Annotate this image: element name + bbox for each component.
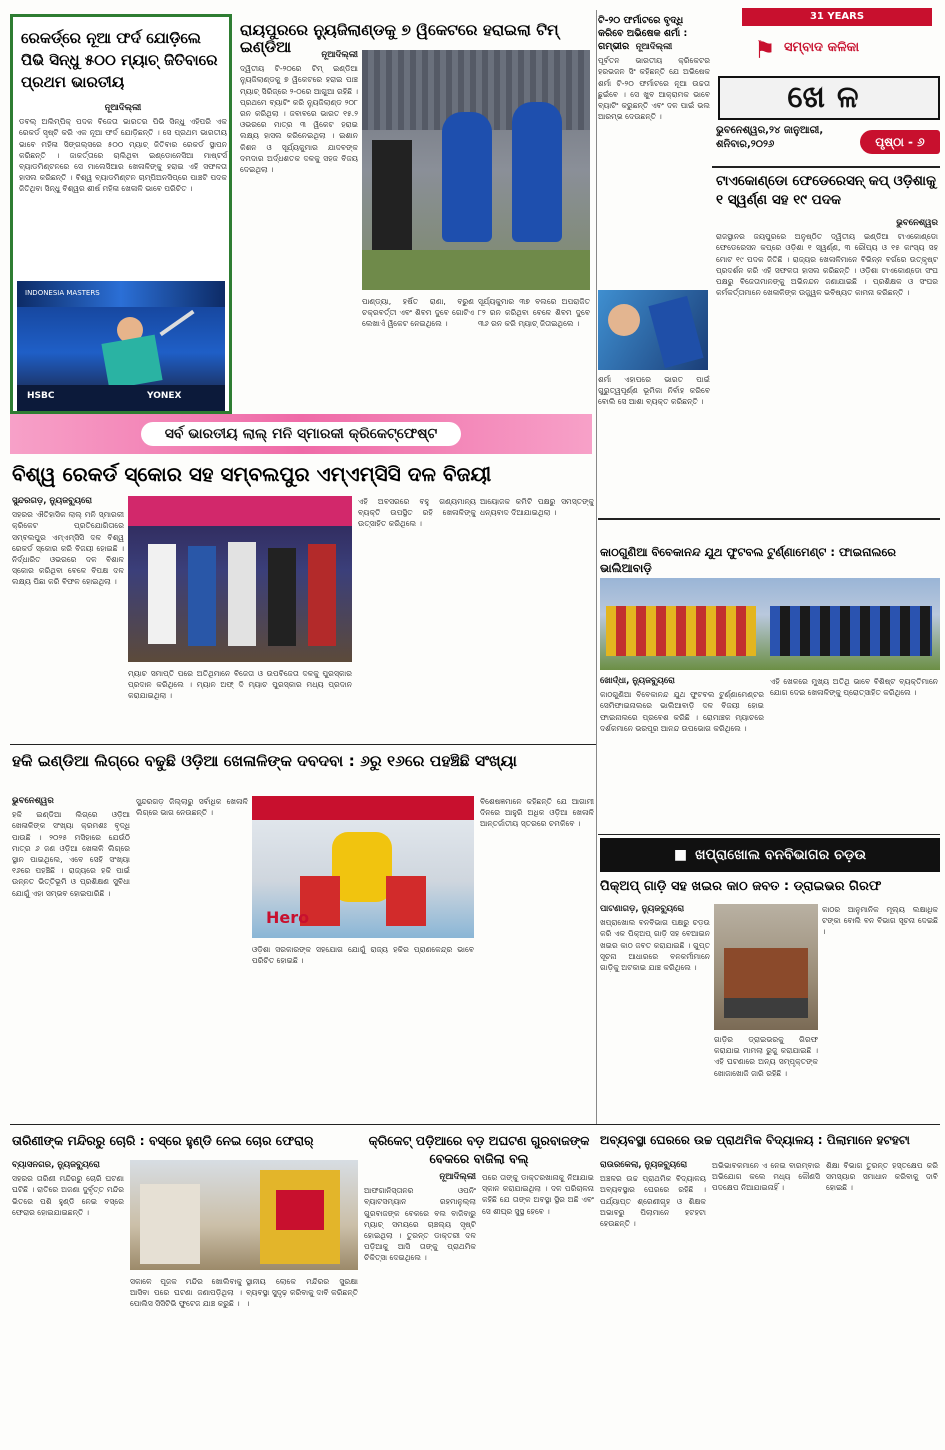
photo-hockey: Hero — [252, 796, 474, 938]
photo-sambalpur — [128, 496, 352, 662]
body-forest-mid: ଗାଡ଼ିର ଡ୍ରାଇଭରକୁ ଗିରଫ କରାଯାଇ ମାମଲା ରୁଜୁ କରାଯାଇଛି । ଏହି ଘଟଣାରେ ଅନ୍ୟ ସମ୍ପୃକ୍ତଙ୍କ ଖୋଜାଖୋଜି ଜାରି ରହିଛି । — [714, 1035, 818, 1078]
years-ribbon: 31 YEARS — [742, 8, 932, 26]
headline-sindhu: ରେକର୍ଡ୍ରେ ନୂଆ ଫର୍ଦ ଯୋଡ଼ିଲେ ପିଭି ସିନ୍ଧୁ ୫୦୦ ମ୍ୟାଚ୍ ଜିତିବାରେ ପ୍ରଥମ ଭାରତୀୟ — [21, 29, 218, 91]
body-t20-bottom: ଶର୍ମା ଏହାପରେ ଭାରତ ପାଇଁ ଗୁରୁତ୍ୱପୂର୍ଣ୍ଣ ଭୂମିକା ନିର୍ବାହ କରିବେ ବୋଲି ସେ ଆଶା ବ୍ୟକ୍ତ କରିଛନ୍ତି । — [598, 375, 710, 407]
headline-temple: ତାରିଣୀଙ୍କ ମନ୍ଦିରରୁ ଚୋରି : ବସ୍ରେ ହୁଣ୍ଡି ନେଇ ଚୋର ଫେରାର୍ — [12, 1133, 314, 1148]
body-t20: ନୂଆଦିଲ୍ଲୀ ପୂର୍ବତନ ଭାରତୀୟ କ୍ରିକେଟର ହରଭଜନ ସିଂ କହିଛନ୍ତି ଯେ ଅଭିଷେକ ଶର୍ମା ଟି-୨୦ ଫର୍ମାଟରେ ନୂଆ ଉଚ୍ଚତା ଛୁଇଁବେ । ସେ ଖୁବ ଆକ୍ରାମକ ଭାବେ ବ୍ୟାଟିଂ କରୁଛନ୍ତି ଏବଂ ଦଳ ପାଇଁ ଭଲ ଆରମ୍ଭ ଦେଉଛନ୍ତି । — [598, 42, 710, 122]
body-sambalpur-right: ଏହି ଅବସରରେ ବହୁ ଗଣ୍ୟମାନ୍ୟ ବ୍ୟକ୍ତି ଉପସ୍ଥିତ ରହି ଖେଳାଳିଙ୍କୁ ଉତ୍ସାହିତ କରିଥିଲେ । — [358, 497, 476, 529]
body-taekwondo: ଭୁବନେଶ୍ୱର ରାଜସ୍ଥାନର ଜୟପୁରରେ ଅନୁଷ୍ଠିତ ଦ୍ୱିତୀୟ ଇଣ୍ଡିଆ ଟାଏକୋଣ୍ଡୋ ଫେଡେରେସନ କପ୍ରେ ଓଡ଼ିଶା ୧ ସ୍ୱର୍ଣ୍ଣ, ୩ ରୌପ୍ୟ ଓ ୧୫ କାଂସ୍ୟ ସହ ମୋଟ ୧୯ ପଦକ ଜିତିଛି । ରାଜ୍ୟର ଖେଳାଳିମାନେ ବିଭିନ୍ନ ବର୍ଗରେ ଉତ୍କୃଷ୍ଟ ପ୍ରଦର୍ଶନ କରି ଏହି ସଫଳତା ହାସଲ କରିଛନ୍ତି । ଓଡ଼ିଶା ଟାଏକୋଣ୍ଡୋ ସଂଘ ପକ୍ଷରୁ ବିଜେତାମାନଙ୍କୁ ଅଭିନନ୍ଦନ ଜଣାଯାଇଛି । ପ୍ରଶିକ୍ଷକ ଓ ସଂଘର କର୍ମକର୍ତ୍ତାମାନେ ଖେଳାଳିଙ୍କ ଉଜ୍ଜ୍ୱଳ ଭବିଷ୍ୟତ କାମନା କରିଛନ୍ତି । — [716, 218, 938, 298]
player-2 — [512, 102, 562, 242]
body-school-mid: ଅଭିଭାବକମାନେ ଏ ନେଇ ବାରମ୍ବାର ଅଭିଯୋଗ କଲେ ମଧ୍ୟ କୌଣସି ପଦକ୍ଷେପ ନିଆଯାଇନାହିଁ । — [712, 1161, 820, 1193]
headline-taekwondo: ଟାଏକୋଣ୍ଡୋ ଫେଡେରେସନ୍ କପ୍ ଓଡ଼ିଶାକୁ ୧ ସ୍ୱର୍ଣ୍ଣ ସହ ୧୯ ପଦକ — [716, 173, 936, 208]
sports-icon: ■ — [673, 847, 688, 863]
headline-gurbaz: କ୍ରିକେଟ୍ ପଡ଼ିଆରେ ବଡ଼ ଅଘଟଣ ଗୁରବାଜଙ୍କ ବେକରେ ବାଜିଲା ବଲ୍ — [368, 1133, 590, 1166]
headline-t20: ଟି-୨୦ ଫର୍ମାଟରେ ବୃଦ୍ଧି କରିବେ ଅଭିଷେକ ଶର୍ମା : ଗମ୍ଭୀର — [598, 15, 688, 52]
body-raipur-left: ନୂଆଦିଲ୍ଲୀ ଦ୍ୱିତୀୟ ଟି-୨୦ରେ ଟିମ୍ ଇଣ୍ଡିଆ ନ୍ୟୁଜିଲାଣ୍ଡକୁ ୭ ୱିକେଟରେ ହରାଇ ପାଞ୍ଚ ମ୍ୟାଚ୍ ସିରିଜ୍ରେ ୨-୦ରେ ଆଗୁଆ ରହିଛି । ପ୍ରଥମେ ବ୍ୟାଟିଂ କରି ନ୍ୟୁଜିଲାଣ୍ଡ ୨୦୮ ରନ କରିଥିଲା । ଜବାବରେ ଭାରତ ୧୫.୨ ଓଭରରେ ମାତ୍ର ୩ ୱିକେଟ ହରାଇ ଲକ୍ଷ୍ୟ ହାସଲ କରିନେଇଥିଲା । ଇଶାନ କିଶନ ଓ ସୂର୍ଯ୍ୟକୁମାର ଯାଦବଙ୍କ ଦମଦାର ଅର୍ଦ୍ଧଶତକ ଦଳକୁ ସହଜ ବିଜୟ ଦେଇଥିଲା । — [240, 50, 358, 175]
body-forest-left: ପାଟଣାଗଡ଼, ନ୍ୟୁଜବ୍ୟୁରୋ ଖପ୍ରାଖୋଲ ବନବିଭାଗ ପକ୍ଷରୁ ଚଡ଼ଉ କରି ଏକ ପିକ୍ଅପ୍ ଗାଡ଼ି ସହ ବେଆଇନ ଖଇର କାଠ ଜବତ କରାଯାଇଛି । ଗୁପ୍ତ ସୂଚନା ଆଧାରରେ ବନକର୍ମୀମାନେ ଗାଡ଼ିକୁ ଅଟକାଇ ଯାଞ୍ଚ କରିଥିଲେ । — [600, 904, 710, 973]
page-number-badge: ପୃଷ୍ଠା - ୬ — [860, 130, 940, 154]
headline-hockey: ହକି ଇଣ୍ଡିଆ ଲିଗ୍ରେ ବଢୁଛି ଓଡ଼ିଆ ଖେଳାଳିଙ୍କ ଦବଦବା : ୬ରୁ ୧୬ରେ ପହଞ୍ଚିଛି ସଂଖ୍ୟା — [12, 752, 517, 770]
headline-sambalpur: ବିଶ୍ୱ ରେକର୍ଡ ସ୍କୋର ସହ ସମ୍ବଲପୁର ଏମ୍ଏମ୍ସିସି ଦଳ ବିଜୟୀ — [12, 462, 492, 486]
body-hockey-2: ସୁନ୍ଦରଗଡ଼ ଜିଲ୍ଲାରୁ ସର୍ବାଧିକ ଖେଳାଳି ଲିଗ୍ରେ ଭାଗ ନେଉଛନ୍ତି । — [136, 797, 248, 818]
body-temple-left: ବ୍ୟାସନଗର, ନ୍ୟୁଜବ୍ୟୁରୋ ସହରର ତାରିଣୀ ମନ୍ଦିରରୁ ଚୋରି ଘଟଣା ଘଟିଛି । ରାତିରେ ଅଜଣା ଦୁର୍ବୃତ୍ତ ମନ୍ଦିର ଭିତରେ ପଶି ହୁଣ୍ଡି ନେଇ ବସ୍ରେ ଫେରାର ହୋଇଯାଇଛନ୍ତି । — [12, 1160, 124, 1217]
flag-icon: ⚑ — [754, 36, 776, 64]
headline-football: କାଠଗୁଣିଆ ବିବେକାନନ୍ଦ ଯୁଥ ଫୁଟବଲ ଟୁର୍ଣ୍ଣାମେଣ୍ଟ : ଫାଇନାଲରେ ଭାଲିଆବାଡ଼ି — [600, 545, 896, 575]
headline-forest: ପିକ୍ଅପ୍ ଗାଡ଼ି ସହ ଖଇର କାଠ ଜବତ : ଡ୍ରାଇଭର ଗିରଫ — [600, 879, 882, 894]
body-raipur-bottom-left: ପାଣ୍ଡ୍ୟା, ହର୍ଷିତ ରାଣା, ବରୁଣ ଚକ୍ରବର୍ତ୍ତୀ ଏବଂ ଶିବମ ଦୁବେ ଗୋଟିଏ ଲେଖାଏଁ ୱିକେଟ ନେଇଥିଲେ । — [362, 297, 474, 329]
photo-harbhajan — [598, 290, 708, 370]
player-3 — [372, 140, 412, 250]
body-temple-right: ସ୍ଥାନୀୟ ଲୋକେ ମନ୍ଦିରର ସୁରକ୍ଷା ବ୍ୟବସ୍ଥା ସୁଦୃଢ଼ କରିବାକୁ ଦାବି କରିଛନ୍ତି । — [246, 1277, 358, 1309]
photo-forest — [714, 904, 818, 1030]
photo-raipur — [362, 50, 590, 290]
body-sambalpur-far: ଆୟୋଜକ କମିଟି ପକ୍ଷରୁ ସମସ୍ତଙ୍କୁ ଧନ୍ୟବାଦ ଦିଆଯାଇଥିଲା । — [480, 497, 594, 518]
body-school-left: ରାଉରକେଲା, ନ୍ୟୁଜବ୍ୟୁରୋ ଅଞ୍ଚଳର ଉଚ୍ଚ ପ୍ରାଥମିକ ବିଦ୍ୟାଳୟ ଅବ୍ୟବସ୍ଥାର ଘେରରେ ରହିଛି । ପର୍ଯ୍ୟାପ୍ତ ଶ୍ରେଣୀଗୃହ ଓ ଶିକ୍ଷକ ଅଭାବରୁ ପିଲାମାନେ ହଟହଟା ହେଉଛନ୍ତି । — [600, 1160, 706, 1229]
body-forest-right: କାଠର ଆନୁମାନିକ ମୂଲ୍ୟ ଲକ୍ଷାଧିକ ଟଙ୍କା ବୋଲି ବନ ବିଭାଗ ସୂଚନା ଦେଇଛି । — [822, 905, 938, 937]
headline-school: ଅବ୍ୟବସ୍ଥା ଘେରରେ ଉଚ୍ଚ ପ୍ରାଥମିକ ବିଦ୍ୟାଳୟ : ପିଲାମାନେ ହଟହଟା — [600, 1133, 910, 1147]
story-sindhu — [10, 14, 232, 414]
banner-cricket: ସର୍ବ ଭାରତୀୟ ଲାଲ୍ ମନି ସ୍ମାରକୀ କ୍ରିକେଟ୍ଫେଷ୍ଟ — [10, 414, 592, 454]
body-temple-mid: ସକାଳେ ପୂଜକ ମନ୍ଦିର ଖୋଲିବାକୁ ଆସିବା ପରେ ଘଟଣା ଜଣାପଡ଼ିଥିଲା । ପୋଲିସ ସିସିଟିଭି ଫୁଟେଜ ଯାଞ୍ଚ କରୁଛି । — [130, 1277, 242, 1309]
player-1 — [442, 112, 492, 242]
body-hockey-3: ଓଡ଼ିଶା ସରକାରଙ୍କ ସହଯୋଗ ଯୋଗୁଁ ରାଜ୍ୟ ହକିର ପ୍ରାଣକେନ୍ଦ୍ର ଭାବେ ପରିଚିତ ହୋଇଛି । — [252, 945, 474, 966]
date-line: ଭୁବନେଶ୍ୱର,୨୪ ଜାନୁଆରୀ, ଶନିବାର,୨୦୨୬ — [716, 125, 824, 150]
body-gurbaz-right: ପରେ ତାଙ୍କୁ ଡାକ୍ତରଖାନାକୁ ନିଆଯାଇ ସ୍କାନ କରାଯାଇଥିଲା । ଦଳ ପରିଚାଳନା କହିଛି ଯେ ତାଙ୍କ ଅବସ୍ଥା ସ୍ଥିର ଅଛି ଏବଂ ସେ ଶୀଘ୍ର ସୁସ୍ଥ ହେବେ । — [482, 1173, 594, 1216]
photo-temple — [130, 1160, 358, 1270]
body-gurbaz-left: ନୂଆଦିଲ୍ଲୀ ଆଫଗାନିସ୍ତାନର ଓପନିଂ ବ୍ୟାଟସମ୍ୟାନ ରହମାନୁଲ୍ଲା ଗୁରବାଜଙ୍କ ବେକରେ ବଲ ବାଜିବାରୁ ମ୍ୟାଚ୍ ସମୟରେ ଚାଞ୍ଚଲ୍ୟ ସୃଷ୍ଟି ହୋଇଥିଲା । ତୁରନ୍ତ ଡାକ୍ତରୀ ଦଳ ପଡ଼ିଆକୁ ଆସି ତାଙ୍କୁ ପ୍ରାଥମିକ ଚିକିତ୍ସା ଦେଇଥିଲେ । — [364, 1172, 476, 1263]
paper-name: ⚑ ସମ୍ବାଦ କଳିକା — [754, 36, 860, 64]
section-label: ଖେଳ — [718, 76, 940, 120]
body-sambalpur-mid: ମ୍ୟାଚ ସମାପ୍ତି ପରେ ଅତିଥିମାନେ ବିଜେତା ଓ ଉପବିଜେତା ଦଳକୁ ପୁରସ୍କାର ପ୍ରଦାନ କରିଥିଲେ । ମ୍ୟାନ ଅଫ୍ ଦି ମ୍ୟାଚ ପୁରସ୍କାର ମଧ୍ୟ ପ୍ରଦାନ କରାଯାଇଥିଲା । — [128, 669, 352, 701]
body-hockey-left: ଭୁବନେଶ୍ୱର ହକି ଇଣ୍ଡିଆ ଲିଗ୍ରେ ଓଡ଼ିଆ ଖେଳାଳିଙ୍କ ସଂଖ୍ୟା କ୍ରମଶଃ ବୃଦ୍ଧି ପାଉଛି । ୨୦୨୫ ମସିହାରେ ଯେଉଁଠି ମାତ୍ର ୬ ଜଣ ଓଡ଼ିଆ ଖେଳାଳି ଲିଗ୍ରେ ସ୍ଥାନ ପାଇଥିଲେ, ଏବେ ସେହି ସଂଖ୍ୟା ୧୬ରେ ପହଞ୍ଚିଛି । ରାଜ୍ୟରେ ହକି ପାଇଁ ଉନ୍ନତ ଭିତ୍ତିଭୂମି ଓ ପ୍ରଶିକ୍ଷଣ ସୁବିଧା ଯୋଗୁଁ ଏହା ସମ୍ଭବ ହୋଇପାରିଛି । — [12, 796, 130, 898]
body-hockey-4: ବିଶେଷଜ୍ଞମାନେ କହିଛନ୍ତି ଯେ ଆଗାମୀ ଦିନରେ ଆହୁରି ଅଧିକ ଓଡ଼ିଆ ଖେଳାଳି ଆନ୍ତର୍ଜାତୀୟ ସ୍ତରରେ ଚମକିବେ । — [480, 797, 594, 829]
photo-sindhu: INDONESIA MASTERS HSBC YONEX — [17, 281, 225, 411]
body-football-right: ଏହି ଖେଳରେ ମୁଖ୍ୟ ଅତିଥି ଭାବେ ବିଶିଷ୍ଟ ବ୍ୟକ୍ତିମାନେ ଯୋଗ ଦେଇ ଖେଳାଳିଙ୍କୁ ପ୍ରୋତ୍ସାହିତ କରିଥିଲେ । — [770, 677, 938, 698]
masthead — [712, 2, 942, 160]
body-raipur-bottom-right: ସୂର୍ଯ୍ୟକୁମାର ୩୭ ବଲରେ ଅପରାଜିତ ୮୨ ରନ କରିଥିବା ବେଳେ ଶିବମ ଦୁବେ ୩୬ ରନ କରି ମ୍ୟାଚ୍ ଜିତାଇଥିଲେ । — [478, 297, 590, 329]
body-sindhu: ନୂଆଦିଲ୍ଲୀ ଡବଲ୍ ଅଲିମ୍ପିକ୍ ପଦକ ବିଜେତା ଭାରତର ପିଭି ସିନ୍ଧୁ ଏହିପରି ଏକ ରେକର୍ଡ ସୃଷ୍ଟି କରି ଏକ ନୂଆ ଫର୍ଦ ଯୋଡ଼ିଛନ୍ତି । ସେ ପ୍ରଥମ ଭାରତୀୟ ଭାବେ ମହିଳା ସିଙ୍ଗଲ୍ସରେ ୫୦୦ ମ୍ୟାଚ୍ ଜିତିବାର ରେକର୍ଡ ସ୍ଥାପନ କରିଛନ୍ତି । ଜାକର୍ତ୍ତାରେ ଚାଲିଥିବା ଇଣ୍ଡୋନେସିଆ ମାଷ୍ଟର୍ସ ବ୍ୟାଡମିଣ୍ଟନରେ ସେ ମାଲେସିଆର ଖେଳାଳିଙ୍କୁ ହରାଇ ଏହି ସଫଳତା ହାସଲ କରିଛନ୍ତି । ବିଶ୍ୱ ବ୍ୟାଡମିଣ୍ଟନ ଚାମ୍ପିଅନସିପ୍ରେ ପାଞ୍ଚଟି ପଦକ ଜିତିଥିବା ସିନ୍ଧୁ ବିଶ୍ୱର ଶୀର୍ଷ ମହିଳା ଖେଳାଳି ଭାବେ ପରିଚିତ । — [19, 103, 227, 194]
photo-football — [600, 578, 940, 670]
banner-forest: ■ ଖପ୍ରାଖୋଲ ବନବିଭାଗର ଚଡ଼ଉ — [600, 838, 940, 872]
body-football-left: ଖୋର୍ଦ୍ଧା, ନ୍ୟୁଜବ୍ୟୁରୋ କାଠଗୁଣିଆ ବିବେକାନନ୍ଦ ଯୁଥ ଫୁଟବଲ ଟୁର୍ଣ୍ଣାମେଣ୍ଟର ସେମିଫାଇନାଲରେ ଭାଲିଆବାଡ଼ି ଦଳ ବିଜୟୀ ହୋଇ ଫାଇନାଲରେ ପ୍ରବେଶ କରିଛି । ରୋମାଞ୍ଚକ ମ୍ୟାଚରେ ଦର୍ଶକମାନେ ଭରପୂର ଆନନ୍ଦ ଉପଭୋଗ କରିଥିଲେ । — [600, 676, 764, 733]
body-school-right: ଶିକ୍ଷା ବିଭାଗ ତୁରନ୍ତ ହସ୍ତକ୍ଷେପ କରି ସମସ୍ୟାର ସମାଧାନ କରିବାକୁ ଦାବି ହୋଇଛି । — [826, 1161, 938, 1193]
body-sambalpur-left: ସୁନ୍ଦରଗଡ଼, ନ୍ୟୁଜବ୍ୟୁରୋ ସହରର ଐତିହାସିକ ଲାଲ୍ ମନି ସ୍ମାରକୀ କ୍ରିକେଟ ପ୍ରତିଯୋଗିତାରେ ସମ୍ବଲପୁର ଏମ୍ଏମ୍ସିସି ଦଳ ବିଶ୍ୱ ରେକର୍ଡ ସ୍କୋର କରି ବିଜୟୀ ହୋଇଛି । ନିର୍ଦ୍ଧାରିତ ଓଭରରେ ଦଳ ବିଶାଳ ସ୍କୋର କରିଥିବା ବେଳେ ବିପକ୍ଷ ଦଳ ଲକ୍ଷ୍ୟ ପିଛା କରି ବିଫଳ ହୋଇଥିଲା । — [12, 496, 124, 587]
headline-raipur: ରାୟପୁରରେ ନ୍ୟୁଜିଲାଣ୍ଡକୁ ୭ ୱିକେଟରେ ହରାଇଲା ଟିମ୍ ଇଣ୍ଡିଆ — [240, 21, 559, 57]
